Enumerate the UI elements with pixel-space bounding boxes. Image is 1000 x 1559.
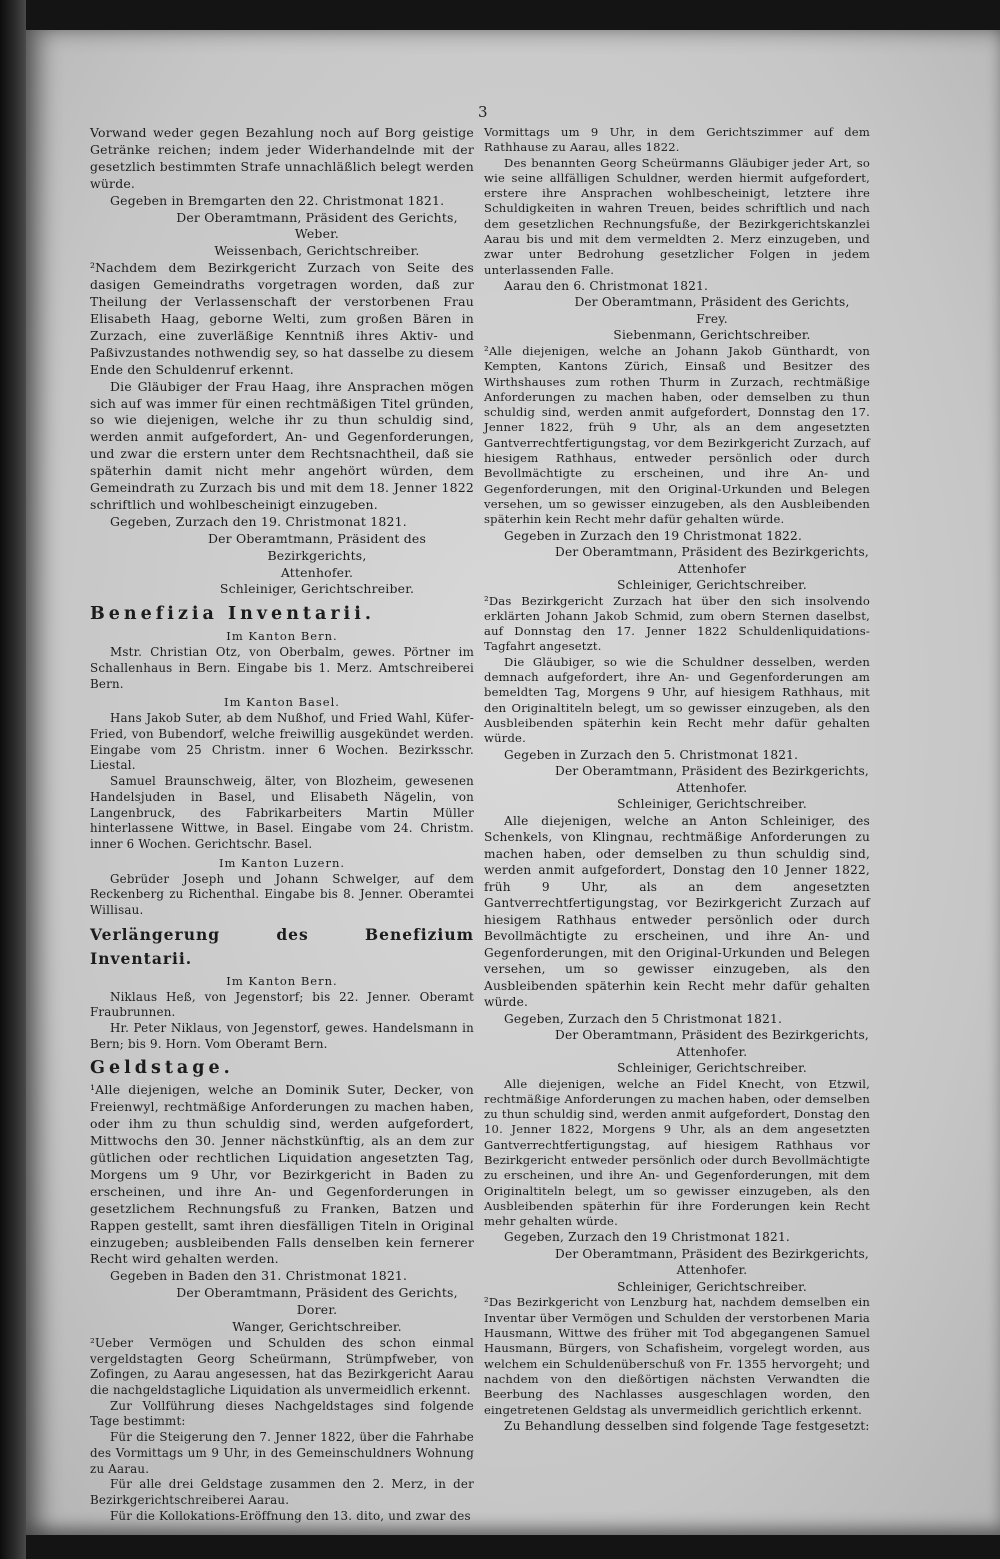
right-column bbox=[484, 125, 870, 1434]
notice-signature: Der Oberamtmann, Präsident des Gerichts, bbox=[176, 209, 458, 225]
notice-date: Gegeben, Zurzach den 19 Christmonat 1821. bbox=[504, 1230, 790, 1245]
notice-signature: Schleiniger, Gerichtschreiber. bbox=[219, 581, 415, 597]
canton-subheading: Im Kanton Luzern. bbox=[218, 855, 346, 870]
notice-paragraph: Alle diejenigen, welche an Anton Schleiniger, des Schenkels, von Klingnau, rechtmäßige Anforderungen zu machen haben, oder demselben zu thun schuldig sind, werden anmit aufgefordert, Donstag den 10 Jenner 1822, früh 9 Uhr, als an dem angesetzten Gantverrechtfertigungstag, vor Bezirkgericht Zurzach auf hiesigem Rathhaus entweder persönlich oder durch Bevollmächtigte zu erscheinen, und ihre An- und Gegenforderungen, mit den Original-Urkunden und Belegen versehen, um so gewisser einzugeben, als den Ausbleibenden späterhin kein Recht mehr dafür gehalten würde. bbox=[484, 813, 870, 1009]
notice-signature: Attenhofer. bbox=[676, 1044, 748, 1059]
notice-paragraph: Für alle drei Geldstage zusammen den 2. Merz, in der Bezirkgerichtschreiberei Aarau. bbox=[90, 1477, 474, 1507]
left-column bbox=[90, 125, 474, 1524]
notice-date: Gegeben in Zurzach den 19 Christmonat 1822. bbox=[504, 528, 803, 543]
notice-paragraph: Für die Steigerung den 7. Jenner 1822, über die Fahrhabe des Vormittags um 9 Uhr, in des Gemeinschuldners Wohnung zu Aarau. bbox=[90, 1430, 474, 1476]
notice-date: Gegeben in Zurzach den 5. Christmonat 1821. bbox=[504, 747, 799, 762]
notice-date: Aarau den 6. Christmonat 1821. bbox=[504, 278, 709, 293]
canton-subheading: Im Kanton Basel. bbox=[224, 695, 340, 710]
notice-paragraph: Für die Kollokations-Eröffnung den 13. dito, und zwar des bbox=[110, 1508, 471, 1523]
notice-signature: Schleiniger, Gerichtschreiber. bbox=[617, 1061, 807, 1075]
section-heading: Verlängerung des Benefizium Inventarii. bbox=[90, 924, 474, 968]
notice-signature: Weissenbach, Gerichtschreiber. bbox=[214, 243, 420, 259]
notice-signature: Weber. bbox=[294, 226, 340, 242]
notice-signature: Schleiniger, Gerichtschreiber. bbox=[617, 1279, 807, 1294]
notice-paragraph: ²Das Bezirkgericht von Lenzburg hat, nachdem demselben ein Inventar über Vermögen und Schulden der verstorbenen Maria Hausmann, Wittwe des früher mit Tod abgegangenen Samuel Hausmann, Bürgers, von Schafisheim, vorgelegt worden, aus welchem ein Schuldenüberschuß von Fr. 1355 hervorgeht; und nachdem von den dießörtigen nächsten Verwandten die Beerbung des Nachlasses ausgeschlagen worden, den eingetretenen Geldstag als unvermeidlich gerichtlich erkennt. bbox=[484, 1295, 870, 1417]
section-heading: Benefizia Inventarii. bbox=[90, 604, 375, 625]
notice-paragraph: Die Gläubiger, so wie die Schuldner desselben, werden demnach aufgefordert, ihre An- und Gegenforderungen am bemeldten Tag, Morgens 9 Uhr, auf hiesigem Rathhaus, mit den Originaltiteln belegt, um so gewisser einzugeben, als den Ausbleibenden späterhin kein Recht mehr dafür gehalten würde. bbox=[484, 654, 870, 746]
inventory-entry: Mstr. Christian Otz, von Oberbalm, gewes. Pörtner im Schallenhaus in Bern. Eingabe bis 1. Merz. Amtschreiberei Bern. bbox=[90, 645, 474, 691]
notice-signature: Der Oberamtmann, Präsident des Bezirkgerichts, bbox=[207, 530, 427, 563]
notice-signature: Schleiniger, Gerichtschreiber. bbox=[617, 797, 807, 811]
notice-signature: Dorer. bbox=[296, 1302, 338, 1318]
inventory-entry: Hr. Peter Niklaus, von Jegenstorf, gewes. Handelsmann in Bern; bis 9. Horn. Vom Oberamt Bern. bbox=[90, 1020, 474, 1051]
notice-signature: Der Oberamtmann, Präsident des Bezirkgerichts, bbox=[555, 1028, 869, 1042]
notice-signature: Der Oberamtmann, Präsident des Bezirkgerichts, bbox=[555, 545, 869, 560]
notice-signature: Attenhofer. bbox=[676, 1263, 748, 1278]
canton-subheading: Im Kanton Bern. bbox=[226, 973, 338, 988]
notice-paragraph: ²Das Bezirkgericht Zurzach hat über den sich insolvendo erklärten Johann Jakob Schmid, zum obern Sternen daselbst, auf Donnstag den 17. Jenner 1822 Schuldenliquidations-Tagfahrt angesetzt. bbox=[484, 593, 870, 654]
notice-paragraph: Des benannten Georg Scheürmanns Gläubiger jeder Art, so wie seine allfälligen Schuldner, werden hiermit aufgefordert, erstere ihre Ansprachen wohlbescheinigt, letztere ihre Schuldigkeiten in wahren Treuen, beides schriftlich und nach dem gesetzlichen Rechnungsfuße, der Bezirkgerichtskanzlei Aarau bis und mit dem vermeldten 2. Merz einzugeben, und zwar unter Bedrohung gesetzlicher Folgen in jedem unterlassenden Falle. bbox=[484, 155, 870, 277]
canton-subheading: Im Kanton Bern. bbox=[226, 629, 338, 644]
notice-signature: Der Oberamtmann, Präsident des Bezirkgerichts, bbox=[555, 1246, 869, 1261]
notice-date: Gegeben, Zurzach den 5 Christmonat 1821. bbox=[504, 1011, 782, 1026]
notice-signature: Der Oberamtmann, Präsident des Gerichts, bbox=[574, 295, 850, 310]
notice-signature: Frey. bbox=[696, 311, 728, 326]
notice-signature: Attenhofer bbox=[678, 561, 746, 576]
notice-signature: Schleiniger, Gerichtschreiber. bbox=[617, 578, 807, 593]
notice-paragraph: ²Alle diejenigen, welche an Johann Jakob Günthardt, von Kempten, Kantons Zürich, Einsaß und Besitzer des Wirthshauses zum rothen Thurm in Zurzach, rechtmäßige Anforderungen zu machen haben, oder demselben zu thun schuldig sind, werden anmit aufgefordert, Donnstag den 17. Jenner 1822, früh 9 Uhr, als an dem angesetzten Gantverrechtfertigungstag, vor dem Bezirkgericht Zurzach, auf hiesigem Rathhaus, entweder persönlich oder durch Bevollmächtigte zu erscheinen, und ihre An- und Gegenforderungen, mit den Original-Urkunden und Belegen versehen, um so gewisser einzugeben, als den Ausbleibenden späterhin kein Recht mehr dafür gehalten würde. bbox=[484, 343, 870, 527]
inventory-entry: Gebrüder Joseph und Johann Schwelger, auf dem Reckenberg zu Richenthal. Eingabe bis 8. Jenner. Oberamtei Willisau. bbox=[90, 871, 474, 917]
notice-paragraph: ²Nachdem dem Bezirkgericht Zurzach von Seite des dasigen Gemeindraths vorgetragen worden, daß zur Theilung der Verlassenschaft der verstorbenen Frau Elisabeth Haag, geborne Welti, zum großen Bären in Zurzach, eine zuverläßige Kenntniß ihres Aktiv- und Paßivzustandes nothwendig sey, so hat dasselbe zu diesem Ende den Schuldenruf erkennt. bbox=[90, 260, 474, 377]
notice-paragraph: Alle diejenigen, welche an Fidel Knecht, von Etzwil, rechtmäßige Anforderungen zu machen haben, oder demselben zu thun schuldig sind, werden anmit aufgefordert, Donstag den 10. Jenner 1822, Morgens 9 Uhr, als an dem angesetzten Gantverrechtfertigungstag, auf hiesigem Rathhaus vor Bezirkgericht entweder persönlich oder durch Bevollmächtigte zu erscheinen, und ihre An- und Gegenforderungen, mit dem Originaltiteln belegt, um so gewisser einzugeben, als den Ausbleibenden späterhin für ihre Forderungen kein Recht mehr gehalten würde. bbox=[484, 1076, 870, 1229]
inventory-entry: Samuel Braunschweig, älter, von Blozheim, gewesenen Handelsjuden in Basel, und Elisabeth Nägelin, von Langenbruck, des Fabrikarbeiters Martin Müller hinterlassene Wittwe, in Basel. Eingabe vom 24. Christm. inner 6 Wochen. Gerichtschr. Basel. bbox=[90, 774, 474, 851]
notice-date: Gegeben in Bremgarten den 22. Christmonat 1821. bbox=[110, 192, 445, 208]
book-spine bbox=[0, 0, 26, 1559]
inventory-entry: Niklaus Heß, von Jegenstorf; bis 22. Jenner. Oberamt Fraubrunnen. bbox=[90, 989, 474, 1020]
notice-paragraph: Vormittags um 9 Uhr, in dem Gerichtszimmer auf dem Rathhause zu Aarau, alles 1822. bbox=[484, 125, 870, 155]
notice-date: Gegeben, Zurzach den 19. Christmonat 1821. bbox=[110, 513, 407, 529]
notice-paragraph: Vorwand weder gegen Bezahlung noch auf Borg geistige Getränke reichen; indem jeder Widerhandelnde mit der gesetzlich bestimmten Strafe unnachläßlich belegt werden würde. bbox=[90, 125, 474, 191]
notice-paragraph: Zur Vollführung dieses Nachgeldstages sind folgende Tage bestimmt: bbox=[90, 1398, 474, 1429]
notice-signature: Der Oberamtmann, Präsident des Gerichts, bbox=[176, 1285, 458, 1301]
notice-date: Gegeben in Baden den 31. Christmonat 1821. bbox=[110, 1268, 408, 1284]
notice-paragraph: Zu Behandlung desselben sind folgende Tage festgesetzt: bbox=[504, 1418, 870, 1433]
notice-signature: Siebenmann, Gerichtschreiber. bbox=[613, 328, 811, 343]
notice-signature: Wanger, Gerichtschreiber. bbox=[232, 1319, 402, 1335]
inventory-entry: Hans Jakob Suter, ab dem Nußhof, und Fried Wahl, Küfer-Fried, von Bubendorf, welche freiwillig ausgekündet werden. Eingabe vom 25 Christm. inner 6 Wochen. Bezirksschr. Liestal. bbox=[90, 711, 474, 773]
notice-paragraph: ¹Alle diejenigen, welche an Dominik Suter, Decker, von Freienwyl, rechtmäßige Anforderungen zu machen haben, oder ihm zu thun schuldig sind, werden aufgefordert, Mittwochs den 30. Jenner nächstkünftig, als an dem zur gütlichen oder rechtlichen Liquidation angesetzten Tag, Morgens um 9 Uhr, vor Bezirkgericht in Baden zu erscheinen, und ihre An- und Gegenforderungen in gesetzlichem Rechnungsfuß zu Franken, Batzen und Rappen gestellt, samt ihren diesfälligen Titeln in Original einzugeben; ausbleibenden Falls denselben kein fernerer Recht wird gehalten werden. bbox=[90, 1082, 474, 1267]
page-number: 3 bbox=[478, 103, 488, 121]
notice-signature: Attenhofer. bbox=[676, 780, 748, 795]
notice-paragraph: ²Ueber Vermögen und Schulden des schon einmal vergeldstagten Georg Scheürmann, Strümpfweber, von Zofingen, zu Aarau angesessen, hat das Bezirkgericht Aarau die nachgeldstagliche Liquidation als unvermeidlich erkennt. bbox=[90, 1335, 474, 1398]
notice-paragraph: Die Gläubiger der Frau Haag, ihre Ansprachen mögen sich auf was immer für einen rechtmäßigen Titel gründen, so wie diejenigen, welche ihr zu thun schuldig sind, werden anmit aufgefordert, An- und Gegenforderungen, und zwar die erstern unter dem Rechtsnachtheil, daß sie späterhin damit nicht mehr angehört würden, dem Gemeindrath zu Zurzach bis und mit dem 18. Jenner 1822 schriftlich und wohlbescheinigt einzugeben. bbox=[90, 378, 474, 512]
notice-signature: Attenhofer. bbox=[280, 564, 354, 580]
section-heading: Geldstage. bbox=[90, 1058, 234, 1079]
notice-signature: Der Oberamtmann, Präsident des Bezirkgerichts, bbox=[555, 764, 869, 778]
